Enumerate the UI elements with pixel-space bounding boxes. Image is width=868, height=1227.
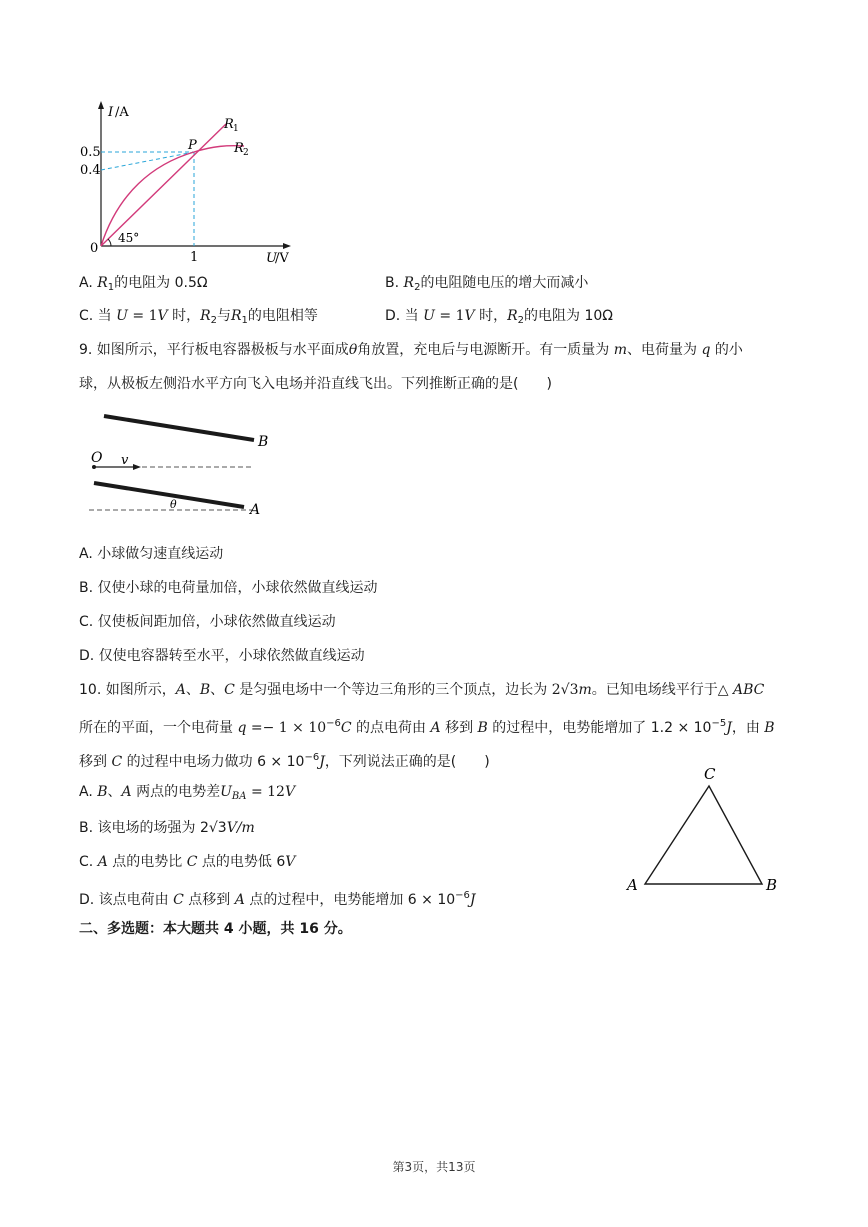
stem-text: 、 — [210, 682, 225, 698]
stem-text: 的小 — [710, 342, 743, 358]
math-sub: 1 — [107, 282, 115, 293]
option-text: 点的电势比 — [107, 854, 187, 870]
q9-option-c[interactable]: C. 仅使板间距加倍，小球依然做直线运动 — [79, 614, 336, 630]
math-exp: −6 — [326, 718, 341, 729]
q10-stem-line2 — [79, 714, 775, 738]
math-v: V — [157, 308, 168, 324]
x-label-u: U — [266, 251, 277, 266]
stem-text: ，下列说法正确的是( ) — [324, 754, 490, 770]
math-v: V — [464, 308, 475, 324]
y-tick-05: 0.5 — [80, 145, 101, 160]
vertex-b-label: B — [766, 876, 778, 894]
math-unit: V — [285, 854, 296, 870]
option-text: 时， — [167, 308, 201, 324]
math-q: q — [237, 720, 247, 736]
stem-text: 、电荷量为 — [626, 342, 702, 358]
q8-option-d[interactable] — [385, 306, 613, 331]
option-text: 点的过程中，电势能增加 6 × 10 — [244, 892, 456, 908]
math-eq: = 1 — [434, 308, 465, 324]
math-sub: 1 — [241, 315, 248, 326]
math-exp: −5 — [711, 718, 727, 729]
math-abc: ABC — [733, 682, 765, 698]
y-axis-arrow — [98, 101, 104, 109]
math-b: B — [97, 784, 108, 800]
stem-text: 移到 — [79, 754, 112, 770]
section-heading: 二、多选题：本大题共 4 小题，共 16 分。 — [79, 921, 352, 937]
math-c: C — [224, 682, 235, 698]
option-prefix: A. — [79, 275, 98, 291]
math-sub: 2 — [414, 282, 421, 293]
x-axis-arrow — [283, 243, 291, 249]
y-label-i: I — [108, 105, 114, 120]
stem-text: 、 — [185, 682, 200, 698]
math-a: A — [97, 854, 108, 870]
q10-option-b[interactable] — [79, 818, 255, 838]
option-prefix: D. 当 — [385, 308, 424, 324]
stem-text: 10. 如图所示， — [79, 682, 176, 698]
math-u: U — [423, 308, 435, 324]
dash-04 — [101, 152, 194, 170]
point-p-label: P — [188, 138, 197, 153]
option-text: 、 — [107, 784, 122, 800]
option-text: 点移到 — [183, 892, 235, 908]
math-c: C — [173, 892, 184, 908]
math-c: C — [111, 754, 123, 770]
option-text: 的电阻随电压的增大而减小 — [420, 275, 589, 291]
math-a: A — [234, 892, 245, 908]
option-text: 的电阻为 10Ω — [524, 308, 613, 324]
math-m: m — [613, 342, 627, 358]
math-sub: 2 — [210, 315, 217, 326]
math-unit: J — [319, 754, 325, 770]
math-a: A — [430, 720, 441, 736]
math-q: q — [701, 342, 711, 358]
stem-text: ，由 — [731, 720, 765, 736]
origin-label: 0 — [90, 241, 99, 256]
stem-text: 。已知电场线平行于 — [591, 682, 718, 698]
option-prefix: B. — [385, 275, 404, 291]
math-r: R — [507, 308, 518, 324]
math-r: R — [200, 308, 211, 324]
r2-label: R — [234, 141, 244, 156]
stem-text: 9. 如图所示，平行板电容器极板与水平面成 — [79, 342, 349, 358]
math-r: R — [97, 275, 108, 291]
math-sub: BA — [231, 791, 247, 802]
stem-text: 移到 — [440, 720, 478, 736]
r1-label: R — [224, 117, 234, 132]
q9-stem-line1 — [79, 340, 743, 360]
q9-option-b[interactable]: B. 仅使小球的电荷量加倍，小球依然做直线运动 — [79, 580, 378, 596]
math-val: =− 1 × 10 — [246, 720, 327, 736]
math-exp: −6 — [304, 752, 320, 763]
angle-arc — [108, 239, 111, 246]
angle-label: 45° — [118, 231, 140, 245]
math-b: B — [764, 720, 775, 736]
q10-stem-line3 — [79, 748, 490, 772]
math-theta: θ — [348, 342, 358, 358]
option-text: 两点的电势差 — [131, 784, 221, 800]
triangle-figure — [620, 762, 790, 902]
y-tick-04: 0.4 — [80, 163, 101, 178]
option-text: 的电阻相等 — [247, 308, 318, 324]
q10-option-c[interactable] — [79, 852, 295, 872]
q8-option-a[interactable] — [79, 273, 208, 298]
plate-b — [104, 416, 254, 440]
option-text: B. 该电场的场强为 2√3 — [79, 820, 227, 836]
x-tick-1: 1 — [190, 250, 199, 265]
label-o: O — [91, 450, 103, 466]
label-theta: θ — [170, 498, 177, 511]
q10-option-a[interactable] — [79, 782, 295, 807]
page-footer: 第3页，共13页 — [392, 1160, 476, 1174]
math-unit: V — [284, 784, 296, 800]
math-b: B — [477, 720, 488, 736]
r1-label-sub: 1 — [233, 124, 239, 134]
option-prefix: C. 当 — [79, 308, 117, 324]
math-exp: −6 — [455, 890, 470, 901]
q9-option-d[interactable]: D. 仅使电容器转至水平，小球依然做直线运动 — [79, 648, 365, 664]
math-unit: J — [469, 892, 476, 908]
q9-stem-line2: 球，从极板左侧沿水平方向飞入电场并沿直线飞出。下列推断正确的是( ) — [79, 376, 552, 392]
stem-text: 是匀强电场中一个等边三角形的三个顶点，边长为 — [234, 682, 552, 698]
option-prefix: C. — [79, 854, 98, 870]
math-u: U — [220, 784, 232, 800]
q10-option-d[interactable] — [79, 886, 476, 910]
stem-text: △ — [717, 682, 734, 698]
math-val: = 12 — [246, 784, 285, 800]
velocity-arrowhead — [133, 464, 141, 470]
plate-a — [94, 483, 244, 507]
y-label-unit: /A — [115, 105, 129, 120]
option-prefix: A. — [79, 784, 98, 800]
iu-graph — [78, 98, 308, 268]
math-b: B — [199, 682, 211, 698]
math-u: U — [116, 308, 128, 324]
vertex-c-label: C — [704, 765, 716, 783]
q9-option-a[interactable]: A. 小球做匀速直线运动 — [79, 546, 224, 562]
math-a: A — [121, 784, 132, 800]
math-unit: m — [578, 682, 592, 698]
triangle-abc — [645, 786, 762, 884]
math-side: 2√3 — [551, 682, 579, 698]
label-a: A — [250, 502, 261, 518]
math-unit: V/m — [226, 820, 255, 836]
option-text: 点的电势低 6 — [197, 854, 286, 870]
stem-text: 的过程中电场力做功 6 × 10 — [122, 754, 305, 770]
q8-option-c[interactable] — [79, 306, 318, 331]
r1-curve — [101, 124, 226, 246]
label-b: B — [258, 434, 269, 450]
option-text: 与 — [217, 308, 231, 324]
vertex-a-label: A — [627, 876, 638, 894]
label-v: v — [121, 453, 129, 468]
capacitor-figure — [84, 405, 284, 523]
option-text: 时， — [474, 308, 508, 324]
x-label-unit: /V — [275, 251, 289, 266]
option-text: 的电阻为 0.5Ω — [114, 275, 208, 291]
math-eq: = 1 — [127, 308, 158, 324]
math-r: R — [403, 275, 415, 291]
q8-option-b[interactable] — [385, 273, 588, 298]
math-unit: J — [726, 720, 732, 736]
math-unit: C — [340, 720, 352, 736]
option-prefix: D. 该点电荷由 — [79, 892, 174, 908]
stem-text: 的点电荷由 — [351, 720, 431, 736]
math-c: C — [186, 854, 198, 870]
stem-text: 的过程中，电势能增加了 1.2 × 10 — [487, 720, 712, 736]
stem-text: 所在的平面，一个电荷量 — [79, 720, 238, 736]
math-r: R — [231, 308, 242, 324]
q10-stem-line1 — [79, 680, 764, 700]
r2-label-sub: 2 — [243, 148, 249, 158]
stem-text: 角放置，充电后与电源断开。有一质量为 — [357, 342, 614, 358]
math-sub: 2 — [517, 315, 524, 326]
math-a: A — [175, 682, 186, 698]
